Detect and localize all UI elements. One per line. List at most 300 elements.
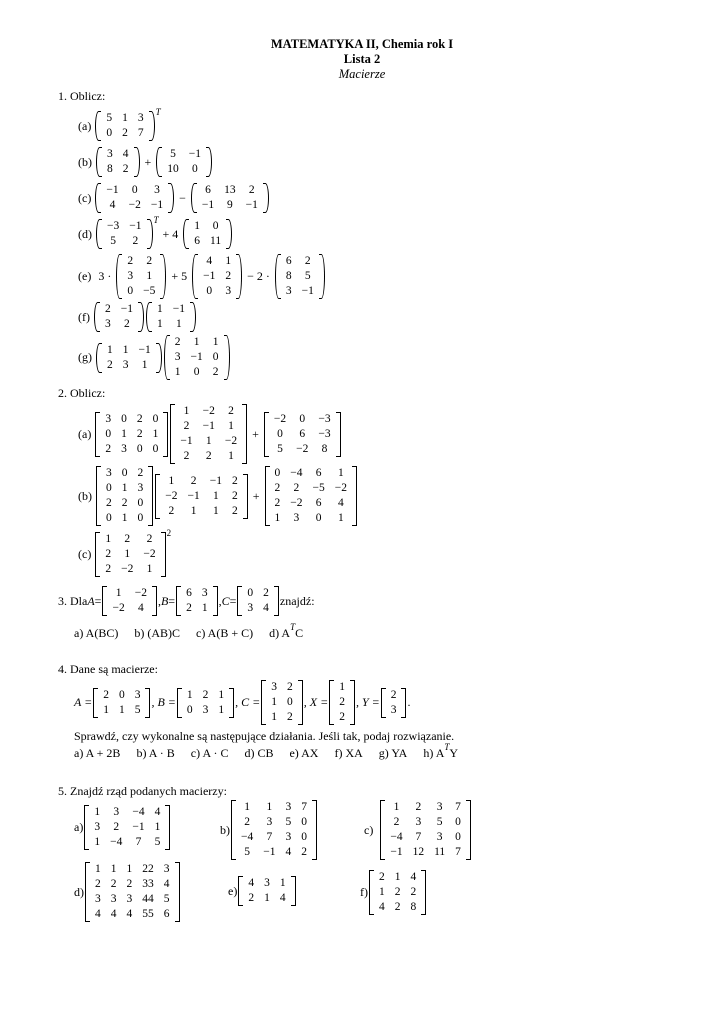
- matrix-cell: 1: [271, 696, 278, 708]
- matrix: [183, 219, 232, 249]
- matrix-row: [101, 496, 148, 511]
- matrix-cell: 2: [186, 602, 192, 614]
- item-label: (d): [78, 226, 92, 241]
- right-paren: [156, 343, 162, 373]
- matrix-cell: −5: [312, 482, 325, 494]
- matrix-cell: 2: [301, 846, 307, 858]
- matrix-cell: 1: [105, 533, 112, 545]
- item-label: (b): [78, 488, 92, 503]
- right-bracket: [161, 532, 166, 577]
- matrix-cell: −1: [301, 285, 314, 297]
- right-bracket: [421, 870, 426, 915]
- operator: +: [252, 488, 260, 503]
- matrix-row: [98, 703, 145, 718]
- task-item: b) A · B: [136, 746, 175, 760]
- equals: =: [168, 593, 176, 608]
- matrix-cell: 2: [146, 255, 153, 267]
- matrix-cell: 1: [154, 821, 161, 833]
- matrix: [95, 532, 165, 577]
- matrix-cell: −2: [290, 497, 303, 509]
- problem-4-matrices: [74, 680, 410, 725]
- matrix-cell: 1: [193, 336, 200, 348]
- matrix: [95, 183, 174, 213]
- problem-1d: [78, 215, 233, 249]
- problem-number: 5.: [58, 784, 67, 798]
- matrix-cell: 1: [94, 836, 101, 848]
- problem-number: 4.: [58, 662, 67, 676]
- period: .: [407, 695, 411, 709]
- matrix-cell: 2: [110, 878, 117, 890]
- matrix-cell: −2: [112, 602, 125, 614]
- label-Y: , Y =: [355, 695, 380, 709]
- right-bracket: [298, 680, 303, 725]
- right-bracket: [165, 805, 170, 850]
- task-item: a) A(BC): [74, 626, 119, 640]
- problem-number: 3.: [58, 593, 67, 608]
- matrix-row: [101, 183, 168, 198]
- matrix-cell: 8: [410, 901, 417, 913]
- problem-1e: [78, 254, 326, 299]
- matrix: [192, 254, 242, 299]
- matrix-row: [100, 302, 138, 317]
- matrix-cell: 2: [126, 878, 133, 890]
- matrix-cell: 5: [154, 836, 161, 848]
- right-paren: [190, 302, 196, 332]
- matrix-cell: 2: [410, 886, 417, 898]
- matrix: [85, 862, 180, 922]
- matrix-row: [385, 830, 466, 845]
- right-bracket: [243, 474, 248, 519]
- comma: ,: [157, 593, 161, 608]
- matrix-cell: 1: [115, 587, 122, 599]
- matrix-cell: 55: [142, 908, 154, 920]
- matrix-grid: [98, 688, 145, 718]
- matrix-cell: 5: [134, 703, 141, 716]
- matrix-row: [266, 710, 298, 725]
- matrix-cell: 1: [126, 863, 133, 875]
- matrix-cell: 1: [271, 711, 278, 723]
- matrix-cell: 2: [212, 366, 219, 378]
- matrix-row: [182, 703, 229, 718]
- matrix-cell: −1: [106, 184, 119, 196]
- right-paren: [206, 147, 212, 177]
- matrix-cell: −1: [150, 199, 164, 211]
- matrix-grid: [101, 183, 168, 213]
- matrix-row: [107, 601, 152, 616]
- matrix: [170, 404, 247, 464]
- matrix-cell: 4: [263, 602, 269, 614]
- matrix-B: [176, 586, 218, 616]
- matrix-row: [270, 496, 353, 511]
- matrix-cell: 5: [304, 270, 311, 282]
- matrix-cell: 2: [121, 497, 128, 509]
- right-paren: [263, 183, 269, 213]
- problem-5b: [220, 800, 318, 860]
- task-item: d) A: [269, 626, 291, 640]
- matrix-cell: 2: [105, 303, 111, 315]
- matrix-cell: 0: [118, 688, 125, 701]
- matrix-cell: 5: [170, 148, 176, 160]
- matrix: [156, 147, 212, 177]
- matrix-row: [334, 695, 350, 710]
- operator: + 5: [171, 269, 188, 283]
- matrix-row: [90, 877, 175, 892]
- matrix-C: [237, 586, 279, 616]
- matrix-cell: 1: [190, 504, 197, 517]
- matrix-cell: 0: [287, 696, 293, 708]
- problem-4-instruction: [74, 729, 454, 744]
- matrix-cell: 1: [122, 112, 128, 124]
- matrix-cell: 33: [142, 878, 154, 890]
- matrix-cell: 2: [106, 497, 112, 509]
- matrix-cell: 8: [285, 270, 292, 282]
- problem-3-items: [74, 622, 304, 641]
- matrix-cell: 2: [225, 270, 232, 282]
- matrix-cell: −4: [110, 836, 123, 848]
- matrix-B: [177, 688, 234, 718]
- label-A: A =: [74, 695, 93, 709]
- matrix-cell: 3: [201, 587, 208, 599]
- matrix-cell: 2: [136, 427, 143, 440]
- matrix-row: [100, 562, 160, 577]
- matrix-cell: 1: [394, 871, 401, 883]
- problem-1a: [78, 107, 161, 141]
- matrix-cell: 4: [110, 908, 117, 920]
- matrix-cell: 0: [274, 467, 281, 479]
- matrix-cell: 6: [285, 255, 292, 267]
- operator: − 2 ·: [247, 269, 270, 283]
- matrix-cell: 1: [266, 801, 273, 813]
- matrix-cell: 3: [285, 831, 292, 843]
- matrix-cell: −1: [172, 303, 185, 315]
- matrix-cell: 3: [105, 412, 112, 425]
- matrix-cell: 3: [154, 184, 160, 196]
- item-label: (c): [78, 547, 92, 561]
- right-paren: [149, 111, 155, 141]
- matrix-row: [197, 198, 263, 213]
- matrix-cell: 3: [95, 893, 101, 905]
- matrix-cell: −2: [134, 587, 147, 599]
- matrix-cell: −1: [180, 435, 193, 447]
- matrix-grid: [102, 147, 134, 177]
- matrix-grid: [182, 688, 229, 718]
- matrix-row: [385, 815, 466, 830]
- matrix-cell: 3: [266, 816, 273, 828]
- matrix-row: [197, 183, 263, 198]
- matrix-cell: 2: [205, 450, 212, 462]
- matrix-row: [102, 219, 147, 234]
- matrix-row: [152, 317, 190, 332]
- matrix-cell: 0: [105, 427, 112, 440]
- matrix-row: [162, 147, 206, 162]
- matrix-row: [90, 907, 175, 922]
- matrix-cell: 1: [212, 336, 219, 348]
- matrix-cell: 2: [107, 358, 113, 371]
- matrix-cell: 5: [163, 893, 170, 905]
- matrix-cell: −1: [263, 846, 276, 858]
- matrix-cell: 1: [107, 343, 113, 356]
- matrix-cell: 2: [183, 420, 190, 432]
- matrix-row: [100, 427, 163, 442]
- item-label: (b): [78, 154, 92, 169]
- matrix-grid: [170, 335, 224, 380]
- matrix-cell: −2: [128, 199, 141, 211]
- matrix-cell: −2: [121, 563, 134, 575]
- matrix-cell: 3: [127, 270, 134, 282]
- matrix-cell: 1: [186, 688, 193, 701]
- transpose-sup: T: [153, 215, 159, 225]
- matrix-cell: 1: [244, 801, 250, 813]
- matrix-cell: 1: [279, 877, 286, 889]
- matrix-cell: 2: [168, 504, 175, 517]
- matrix-cell: 7: [455, 846, 461, 858]
- doc-topic: Macierze: [338, 67, 386, 81]
- matrix-cell: 1: [194, 220, 201, 232]
- matrix-row: [269, 442, 336, 457]
- matrix-A: [102, 586, 157, 616]
- matrix-cell: 0: [127, 285, 134, 297]
- matrix-row: [170, 350, 224, 365]
- problem-2b: [78, 466, 358, 526]
- transpose-sup: T: [290, 622, 296, 632]
- matrix-grid: [236, 800, 312, 860]
- matrix-cell: −4: [290, 467, 303, 479]
- matrix-cell: −1: [190, 351, 203, 363]
- matrix-cell: 2: [274, 482, 281, 494]
- matrix-cell: 6: [315, 467, 322, 479]
- matrix-cell: 1: [152, 427, 159, 440]
- matrix-row: [175, 404, 242, 419]
- matrix-row: [89, 805, 165, 820]
- matrix-grid: [100, 302, 138, 332]
- label-B: , B =: [151, 695, 176, 709]
- matrix-cell: 2: [232, 504, 238, 517]
- matrix-cell: 4: [154, 806, 161, 818]
- matrix-cell: 2: [124, 533, 131, 545]
- matrix-cell: 6: [194, 235, 201, 247]
- problem-text: Oblicz:: [70, 89, 106, 103]
- matrix-cell: −2: [202, 405, 215, 417]
- matrix-cell: 2: [415, 801, 422, 813]
- matrix-cell: 7: [301, 801, 307, 813]
- matrix-cell: 2: [248, 184, 255, 196]
- matrix-cell: 1: [103, 703, 109, 716]
- doc-title: MATEMATYKA II, Chemia rok I: [270, 37, 454, 51]
- matrix-cell: 1: [118, 703, 125, 716]
- matrix-cell: 0: [131, 184, 138, 196]
- matrix-cell: −1: [132, 821, 145, 833]
- matrix: [96, 219, 153, 249]
- matrix-cell: 12: [412, 846, 425, 858]
- matrix-cell: −1: [187, 489, 200, 502]
- matrix: [231, 800, 317, 860]
- matrix: [155, 474, 248, 519]
- matrix-row: [175, 419, 242, 434]
- matrix-cell: 5: [436, 816, 443, 828]
- var-B: B: [160, 593, 169, 608]
- matrix-cell: 2: [190, 474, 197, 487]
- matrix-cell: 0: [277, 427, 283, 440]
- matrix-cell: 3: [225, 285, 232, 297]
- matrix-cell: 1: [121, 427, 127, 440]
- matrix-cell: 4: [122, 148, 129, 160]
- item-label: (a): [78, 426, 92, 441]
- matrix-grid: [89, 805, 165, 850]
- matrix-row: [269, 412, 336, 427]
- problem-1-heading: [58, 89, 105, 104]
- matrix-cell: 1: [264, 892, 270, 904]
- matrix-grid: [242, 586, 274, 616]
- problem-2c: [78, 528, 172, 577]
- matrix-cell: −1: [129, 220, 142, 232]
- matrix-cell: 2: [228, 405, 234, 417]
- matrix-cell: −1: [390, 846, 403, 858]
- matrix-cell: 2: [293, 482, 300, 494]
- matrix-cell: 0: [455, 816, 461, 828]
- matrix-cell: 0: [106, 127, 113, 139]
- matrix-cell: 2: [248, 892, 255, 904]
- matrix-row: [181, 601, 213, 616]
- matrix-row: [266, 680, 298, 695]
- matrix-X: [329, 680, 355, 725]
- matrix-cell: 2: [379, 871, 385, 883]
- matrix-cell: 22: [142, 863, 154, 875]
- matrix-row: [101, 111, 148, 126]
- problem-4-heading: [58, 662, 158, 677]
- matrix-cell: 1: [218, 688, 225, 701]
- matrix-grid: [270, 466, 353, 526]
- matrix-cell: 2: [339, 711, 345, 723]
- task-item: c) A(B + C): [196, 626, 254, 640]
- matrix-cell: 1: [122, 343, 129, 356]
- matrix-grid: [107, 586, 152, 616]
- matrix-cell: 2: [274, 497, 281, 509]
- matrix-row: [374, 870, 421, 885]
- matrix-cell: 2: [136, 412, 143, 425]
- problem-2a: [78, 404, 342, 464]
- right-bracket: [352, 466, 357, 526]
- matrix-row: [281, 284, 319, 299]
- matrix-cell: 5: [106, 112, 113, 124]
- matrix-grid: [198, 254, 236, 299]
- matrix-cell: 4: [137, 602, 144, 614]
- matrix-cell: 1: [124, 548, 131, 560]
- problem-1b: [78, 147, 213, 177]
- task-item: c) A · C: [190, 746, 229, 760]
- matrix-cell: −3: [318, 412, 331, 425]
- matrix-row: [101, 511, 148, 526]
- matrix-cell: 2: [232, 489, 238, 502]
- matrix-cell: 3: [271, 681, 278, 693]
- matrix-row: [102, 162, 134, 177]
- matrix-cell: 5: [110, 235, 116, 247]
- matrix-cell: 1: [174, 366, 181, 378]
- matrix-row: [334, 680, 350, 695]
- matrix-cell: 2: [304, 255, 311, 267]
- matrix-cell: 3: [415, 816, 422, 828]
- matrix-row: [160, 489, 243, 504]
- matrix-cell: 1: [338, 467, 344, 479]
- matrix-grid: [160, 474, 243, 519]
- matrix-cell: −3: [318, 427, 331, 440]
- matrix-cell: 6: [186, 587, 192, 599]
- matrix: [369, 870, 426, 915]
- problem-5e: [228, 876, 297, 906]
- matrix-cell: 3: [113, 806, 120, 818]
- item-label: f): [360, 885, 368, 899]
- matrix-row: [242, 601, 274, 616]
- item-label: (a): [78, 118, 92, 133]
- matrix-cell: −3: [107, 220, 120, 232]
- problem-text: Dla: [70, 593, 88, 608]
- right-bracket: [336, 412, 341, 457]
- matrix-cell: −1: [188, 148, 202, 160]
- matrix-cell: 4: [279, 892, 286, 904]
- matrix-cell: 1: [183, 405, 190, 417]
- matrix-cell: 11: [210, 235, 222, 247]
- matrix-cell: −4: [241, 831, 254, 843]
- matrix-cell: 8: [107, 163, 113, 175]
- matrix-row: [385, 845, 466, 860]
- matrix-cell: 0: [137, 497, 144, 509]
- problem-5c: [364, 800, 472, 860]
- problem-5d: [74, 862, 181, 922]
- matrix-row: [266, 695, 298, 710]
- matrix-row: [102, 358, 156, 373]
- matrix-cell: −1: [201, 199, 215, 211]
- matrix-cell: 8: [321, 442, 328, 455]
- right-bracket: [274, 586, 279, 616]
- matrix: [96, 147, 140, 177]
- matrix-cell: 4: [248, 877, 255, 889]
- matrix-grid: [90, 862, 175, 922]
- matrix-cell: 0: [299, 412, 306, 425]
- matrix-cell: 3: [122, 358, 129, 371]
- matrix-cell: 3: [137, 112, 144, 124]
- right-bracket: [401, 688, 406, 718]
- operator: +: [144, 154, 152, 169]
- matrix-cell: 1: [339, 681, 345, 693]
- matrix-cell: 3: [390, 703, 397, 716]
- matrix-cell: 3: [106, 467, 112, 479]
- matrix-grid: [100, 412, 163, 457]
- item-label: a): [74, 820, 84, 834]
- problem-number: 1.: [58, 89, 67, 103]
- matrix-row: [98, 688, 145, 703]
- problem-3: [58, 586, 315, 616]
- matrix-cell: 2: [124, 318, 130, 330]
- right-bracket: [350, 680, 355, 725]
- matrix-row: [102, 234, 147, 249]
- matrix-cell: 1: [176, 318, 182, 330]
- matrix-row: [122, 254, 160, 269]
- matrix-cell: 44: [142, 893, 154, 905]
- problem-text-end: znajdź:: [279, 593, 315, 608]
- matrix-cell: 2: [122, 127, 128, 139]
- matrix-cell: 1: [228, 420, 234, 432]
- right-bracket: [291, 876, 296, 906]
- matrix-cell: 2: [146, 533, 153, 545]
- matrix-cell: 11: [434, 846, 446, 858]
- matrix-cell: −1: [245, 199, 258, 211]
- matrix-cell: 1: [157, 318, 163, 330]
- matrix-row: [189, 219, 226, 234]
- problem-text: Oblicz:: [70, 386, 106, 400]
- item-label: e): [228, 883, 238, 898]
- operator: −: [179, 190, 186, 205]
- matrix: [238, 876, 295, 906]
- item-label: b): [220, 822, 230, 837]
